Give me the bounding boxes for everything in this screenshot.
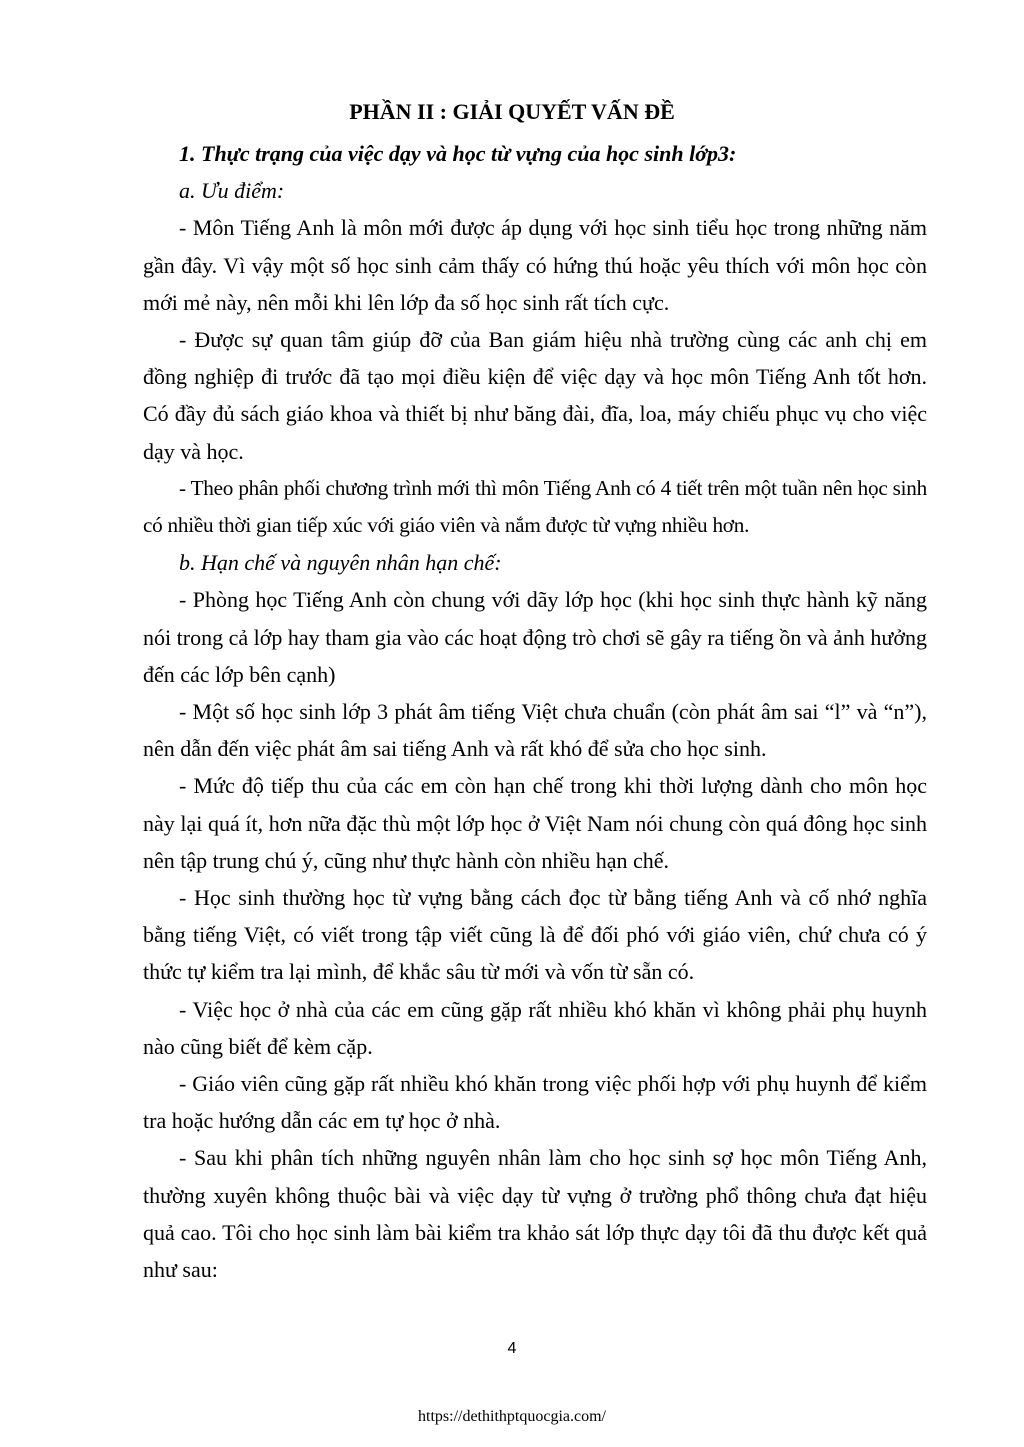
paragraph-b7: - Sau khi phân tích những nguyên nhân làm cho học sinh sợ học môn Tiếng Anh, thường xuyên không thuộc bài và việc dạy từ vựng ở trường phổ thông chưa đạt hiệu quả cao. Tôi cho học sinh làm bài kiểm tra khảo sát lớp thực dạy tôi đã thu được kết quả như sau: xyxy=(143,1145,927,1283)
paragraph-b5: - Việc học ở nhà của các em cũng gặp rất nhiều khó khăn vì không phải phụ huynh nào cũng biết để kèm cặp. xyxy=(143,996,927,1059)
part-heading: PHẦN II : GIẢI QUYẾT VẤN ĐỀ xyxy=(349,99,675,124)
paragraph-b6: - Giáo viên cũng gặp rất nhiều khó khăn trong việc phối hợp với phụ huynh để kiểm tra hoặc hướng dẫn các em tự học ở nhà. xyxy=(143,1071,927,1134)
subsection-a-title: a. Ưu điểm: xyxy=(179,178,285,204)
paragraph-b2: - Một số học sinh lớp 3 phát âm tiếng Việt chưa chuẩn (còn phát âm sai “l” và “n”), nên dẫn đến việc phát âm sai tiếng Anh và rất khó để sửa cho học sinh. xyxy=(143,699,927,762)
paragraph-b1: - Phòng học Tiếng Anh còn chung với dãy lớp học (khi học sinh thực hành kỹ năng nói trong cả lớp hay tham gia vào các hoạt động trò chơi sẽ gây ra tiếng ồn và ảnh hưởng đến các lớp bên cạnh) xyxy=(143,587,927,687)
subsection-b-title: b. Hạn chế và nguyên nhân hạn chế: xyxy=(179,550,502,576)
paragraph-a1: - Môn Tiếng Anh là môn mới được áp dụng với học sinh tiểu học trong những năm gần đây. Vì vậy một số học sinh cảm thấy có hứng thú hoặc yêu thích với môn học còn mới mẻ này, nên mỗi khi lên lớp đa số học sinh rất tích cực. xyxy=(143,215,927,315)
paragraph-b3: - Mức độ tiếp thu của các em còn hạn chế trong khi thời lượng dành cho môn học này lại quá ít, hơn nữa đặc thù một lớp học ở Việt Nam nói chung còn quá đông học sinh nên tập trung chú ý, cũng như thực hành còn nhiều hạn chế. xyxy=(143,773,927,873)
paragraph-a2: - Được sự quan tâm giúp đỡ của Ban giám hiệu nhà trường cùng các anh chị em đồng nghiệp đi trước đã tạo mọi điều kiện để việc dạy và học môn Tiếng Anh tốt hơn. Có đầy đủ sách giáo khoa và thiết bị như băng đài, đĩa, loa, máy chiếu phục vụ cho việc dạy và học. xyxy=(143,327,927,464)
paragraph-b4: - Học sinh thường học từ vựng bằng cách đọc từ bằng tiếng Anh và cố nhớ nghĩa bằng tiếng Việt, có viết trong tập viết cũng là để đối phó với giáo viên, chứ chưa có ý thức tự kiểm tra lại mình, để khắc sâu từ mới và vốn từ sẵn có. xyxy=(143,885,927,985)
document-body xyxy=(143,135,927,1288)
paragraph-a3: - Theo phân phối chương trình mới thì môn Tiếng Anh có 4 tiết trên một tuần nên học sinh có nhiều thời gian tiếp xúc với giáo viên và nắm được từ vựng nhiều hơn. xyxy=(143,475,927,538)
page-number: 4 xyxy=(507,1340,517,1357)
footer-url[interactable]: https://dethithptquocgia.com/ xyxy=(418,1408,606,1425)
section-title: 1. Thực trạng của việc dạy và học từ vựng của học sinh lớp3: xyxy=(179,141,737,166)
